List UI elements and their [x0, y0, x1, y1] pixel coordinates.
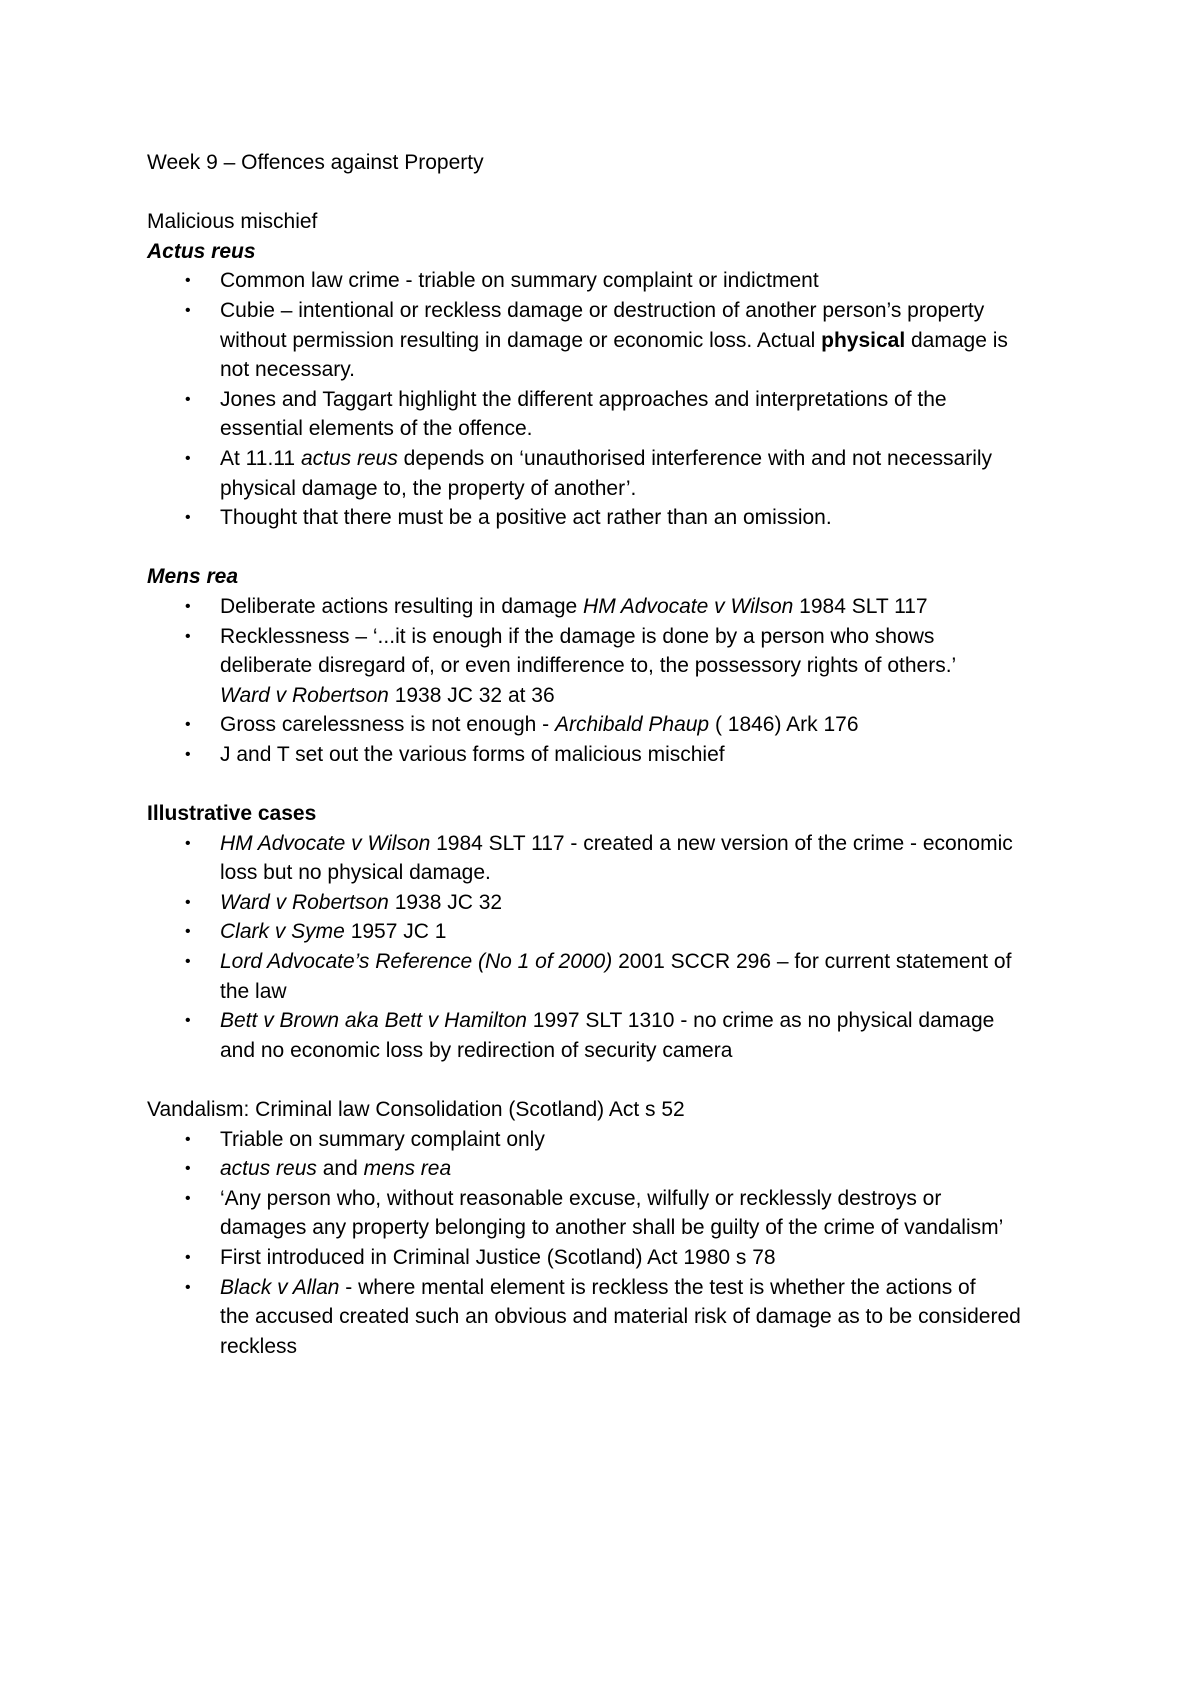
bullet-icon: •	[185, 893, 191, 911]
list-item	[147, 444, 1077, 503]
list-item-line	[220, 1213, 1077, 1243]
list-item-line	[220, 355, 1077, 385]
list-item-text: loss but no physical damage.	[220, 861, 491, 885]
list-item-line	[220, 888, 1077, 918]
list-item-text: Recklessness – ‘...it is enough if the damage is done by a person who shows	[220, 624, 935, 648]
list-item-line	[220, 296, 1077, 326]
list-item-line	[220, 977, 1077, 1007]
list-item-text: Black v Allan	[220, 1275, 340, 1299]
list-item-text: ( 1846) Ark 176	[709, 713, 859, 737]
section-heading-malicious-mischief: Malicious mischief	[147, 210, 318, 234]
section-heading-vandalism: Vandalism: Criminal law Consolidation (Scotland) Act s 52	[147, 1098, 685, 1121]
list-item-text: reckless	[220, 1334, 298, 1358]
list-item-text: not necessary.	[220, 358, 356, 382]
list-item	[147, 829, 1077, 888]
list-item-text: Gross carelessness is not enough -	[220, 713, 555, 737]
list-item-text: mens rea	[363, 1157, 452, 1181]
list-item-text: 1984 SLT 117 - created a new version of the crime - economic	[430, 831, 1013, 855]
list-item-line	[220, 444, 1077, 474]
list-item-text: Thought that there must be a positive act rather than an omission.	[220, 506, 832, 530]
list-item-text: without permission resulting in damage or economic loss. Actual	[220, 328, 822, 352]
list-item-line	[220, 1332, 1077, 1362]
list-item-text: the accused created such an obvious and material risk of damage as to be considered	[220, 1305, 1021, 1329]
spacer	[147, 178, 1077, 208]
list-item	[147, 1006, 1077, 1065]
bullet-icon: •	[185, 509, 191, 527]
list-item-text: - where mental element is reckless the test is whether the actions of	[339, 1275, 976, 1299]
list-item-line	[220, 740, 1077, 770]
list-item-line	[220, 1243, 1077, 1273]
bullet-icon: •	[185, 301, 191, 319]
bullet-icon: •	[185, 1189, 191, 1207]
bullet-icon: •	[185, 1248, 191, 1266]
list-item-line	[220, 858, 1077, 888]
list-item-text: HM Advocate v Wilson	[220, 831, 431, 855]
list-item-line	[220, 474, 1077, 504]
list-item	[147, 266, 1077, 296]
list-item-line	[220, 622, 1077, 652]
list-item-text: 1938 JC 32	[388, 890, 503, 914]
list-item-text: 1997 SLT 1310 - no crime as no physical damage	[526, 1009, 995, 1033]
bullet-icon: •	[185, 449, 191, 467]
list-item-line	[220, 1154, 1077, 1184]
bullet-icon: •	[185, 597, 191, 615]
bullet-icon: •	[185, 390, 191, 408]
list-item	[147, 947, 1077, 1006]
subheading-mens-rea: Mens rea	[147, 565, 239, 589]
list-item-text: At 11.11	[220, 446, 301, 470]
bullet-icon: •	[185, 745, 191, 763]
bullet-icon: •	[185, 834, 191, 852]
list-item-text: Triable on summary complaint only	[220, 1127, 545, 1151]
list-item-line	[220, 266, 1077, 296]
list-item-text: actus reus	[300, 446, 398, 470]
list-item-line	[220, 592, 1077, 622]
list-item-text: HM Advocate v Wilson	[583, 594, 794, 618]
list-item-line	[220, 503, 1077, 533]
subheading-actus-reus: Actus reus	[147, 239, 256, 263]
list-item-text: physical	[821, 328, 906, 352]
bullet-list-illustrative-cases	[147, 829, 1077, 1066]
list-item-text: Deliberate actions resulting in damage	[220, 594, 584, 618]
list-item-text: essential elements of the offence.	[220, 417, 533, 441]
list-item	[147, 385, 1077, 444]
spacer	[147, 769, 1077, 799]
list-item-line	[220, 947, 1077, 977]
bullet-icon: •	[185, 272, 191, 290]
bullet-icon: •	[185, 627, 191, 645]
list-item-line	[220, 1006, 1077, 1036]
bullet-list-mens-rea	[147, 592, 1077, 770]
list-item-text: Common law crime - triable on summary complaint or indictment	[220, 269, 819, 293]
list-item-line	[220, 651, 1077, 681]
list-item	[147, 710, 1077, 740]
list-item-text: ‘Any person who, without reasonable excuse, wilfully or recklessly destroys or	[220, 1186, 942, 1210]
bullet-icon: •	[185, 1160, 191, 1178]
list-item-line	[220, 1125, 1077, 1155]
bullet-list-actus-reus	[147, 266, 1077, 532]
list-item-text: 2001 SCCR 296 – for current statement of	[612, 950, 1012, 974]
bullet-list-vandalism	[147, 1125, 1077, 1362]
list-item-text: Ward v Robertson	[220, 683, 389, 707]
list-item	[147, 503, 1077, 533]
list-item-text: 1984 SLT 117	[793, 594, 928, 618]
page-title: Week 9 – Offences against Property	[147, 151, 484, 174]
list-item-line	[220, 414, 1077, 444]
spacer	[147, 533, 1077, 563]
list-item-text: Lord Advocate’s Reference (No 1 of 2000)	[220, 950, 613, 974]
list-item-text: deliberate disregard of, or even indifference to, the possessory rights of others.’	[220, 654, 957, 678]
list-item	[147, 1273, 1077, 1362]
list-item-line	[220, 385, 1077, 415]
list-item	[147, 592, 1077, 622]
list-item-line	[220, 326, 1077, 356]
list-item-text: actus reus	[220, 1157, 317, 1181]
list-item-line	[220, 1036, 1077, 1066]
list-item	[147, 1243, 1077, 1273]
list-item	[147, 296, 1077, 385]
list-item-text: Ward v Robertson	[220, 890, 389, 914]
list-item	[147, 917, 1077, 947]
list-item-text: Archibald Phaup	[555, 713, 710, 737]
bullet-icon: •	[185, 716, 191, 734]
list-item-text: Cubie – intentional or reckless damage or destruction of another person’s property	[220, 298, 985, 322]
list-item-line	[220, 1184, 1077, 1214]
subheading-illustrative-cases: Illustrative cases	[147, 802, 317, 826]
list-item-line	[220, 1302, 1077, 1332]
list-item-text: Jones and Taggart highlight the different approaches and interpretations of the	[220, 387, 947, 411]
list-item-text: and no economic loss by redirection of security camera	[220, 1038, 733, 1062]
list-item-text: depends on ‘unauthorised interference with and not necessarily	[397, 446, 993, 470]
list-item	[147, 740, 1077, 770]
list-item	[147, 622, 1077, 711]
list-item-line	[220, 1273, 1077, 1303]
list-item-line	[220, 829, 1077, 859]
spacer	[147, 1065, 1077, 1095]
bullet-icon: •	[185, 1278, 191, 1296]
bullet-icon: •	[185, 1012, 191, 1030]
list-item	[147, 1154, 1077, 1184]
list-item-text: physical damage to, the property of another’.	[220, 476, 637, 500]
list-item-text: Bett v Brown aka Bett v Hamilton	[220, 1009, 527, 1033]
list-item-line	[220, 917, 1077, 947]
bullet-icon: •	[185, 923, 191, 941]
list-item-text: 1938 JC 32 at 36	[388, 683, 555, 707]
list-item-text: 1957 JC 1	[344, 920, 447, 944]
bullet-icon: •	[185, 953, 191, 971]
bullet-icon: •	[185, 1130, 191, 1148]
list-item-text: damage is	[905, 328, 1008, 352]
list-item-text: the law	[220, 979, 287, 1003]
list-item-text: and	[316, 1157, 364, 1181]
list-item-text: Clark v Syme	[220, 920, 345, 944]
list-item-line	[220, 681, 1077, 711]
list-item-text: First introduced in Criminal Justice (Scotland) Act 1980 s 78	[220, 1245, 776, 1269]
list-item	[147, 888, 1077, 918]
list-item-text: J and T set out the various forms of malicious mischief	[220, 742, 725, 766]
list-item	[147, 1125, 1077, 1155]
list-item-line	[220, 710, 1077, 740]
list-item	[147, 1184, 1077, 1243]
document-body	[147, 148, 1077, 1361]
list-item-text: damages any property belonging to another shall be guilty of the crime of vandalism’	[220, 1216, 1004, 1240]
